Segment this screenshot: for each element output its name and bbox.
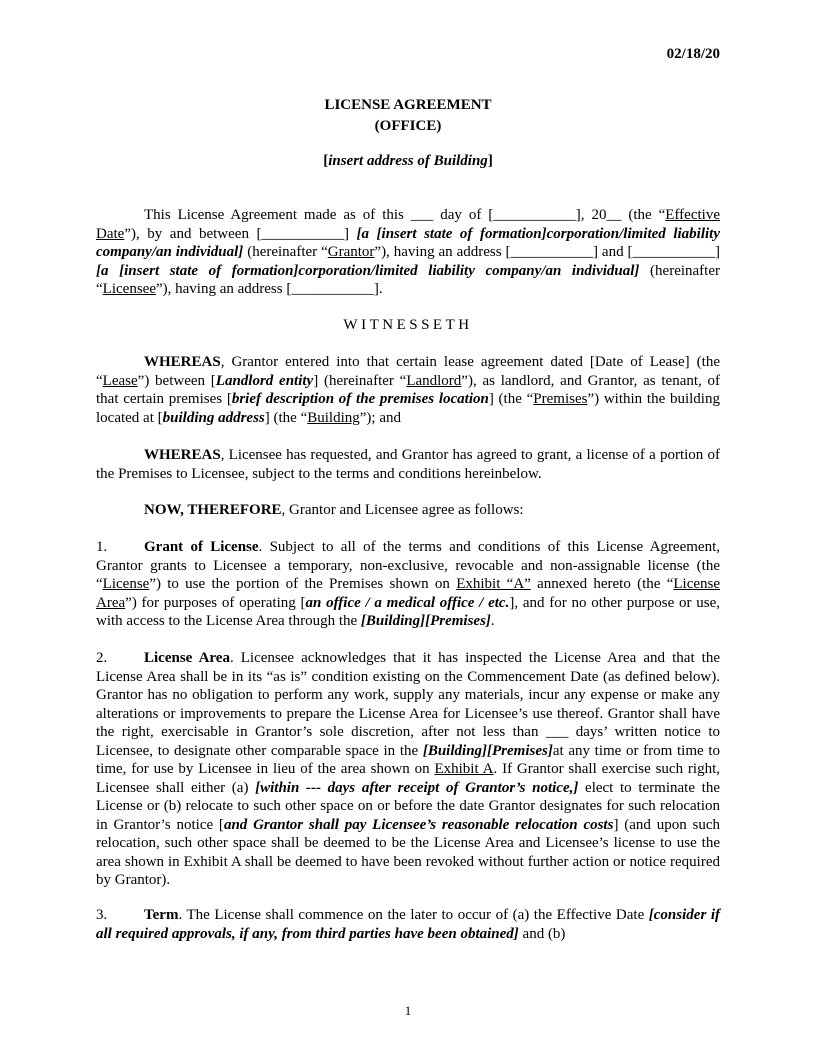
section-3-term: 3. Term. The License shall commence on the later to occur of (a) the Effective Date [consider if all required approvals, if any, from third parties have been obtained] and (b) xyxy=(96,907,720,942)
intro-paragraph: This License Agreement made as of this ___ day of [___________], 20__ (the “Effective Date”), by and between [___________] [a [insert state of formation]corporation/limited liability company/an individual] (hereinafter “Grantor”), having an address [___________] and [___________] [a [insert state of formation]corporation/limited liability company/an individual] (hereinafter “Licensee”), having an address [___________]. xyxy=(96,207,720,297)
now-therefore-paragraph: NOW, THEREFORE, Grantor and Licensee agree as follows: xyxy=(144,502,524,518)
witnesseth-heading: WITNESSETH xyxy=(343,317,473,333)
section-2-license-area: 2. License Area. Licensee acknowledges that it has inspected the License Area and that the License Area shall be in its “as is” condition existing on the Commencement Date (as defined below). Grantor has no obligation to perform any work, supply any materials, incur any expense or make any alterations or improvements to prepare the License Area for Licensee’s use thereof. Grantor shall have the right, exercisable in Grantor’s sole discretion, after not less than ___ days’ written notice to Licensee, to designate other comparable space in the [Building][Premises]at any time or from time to time, for use by Licensee in lieu of the area shown on Exhibit A. If Grantor shall exercise such right, Licensee shall either (a) [within --- days after receipt of Grantor’s notice,] elect to terminate the License or (b) relocate to such other space on or before the date Grantor designates for such relocation in Grantor’s notice [and Grantor shall pay Licensee’s reasonable relocation costs] (and upon such relocation, such other space shall be deemed to be the License Area and Licensee’s license to use the area shown in Exhibit A shall be deemed to have been revoked without further action or notice required by Grantor). xyxy=(96,650,721,888)
agreement-title: LICENSE AGREEMENT xyxy=(324,97,492,113)
section-1-grant-of-license: 1. Grant of License. Subject to all of the terms and conditions of this License Agreement, Grantor grants to Licensee a temporary, non-exclusive, revocable and non-assignable license (the “License”) to use the portion of the Premises shown on Exhibit “A” annexed hereto (the “License Area”) for purposes of operating [an office / a medical office / etc.], and for no other purpose or use, with access to the License Area through the [Building][Premises]. xyxy=(96,539,720,629)
whereas-paragraph-2: WHEREAS, Licensee has requested, and Grantor has agreed to grant, a license of a portion of the Premises to Licensee, subject to the terms and conditions hereinbelow. xyxy=(96,447,720,482)
building-address-placeholder: [insert address of Building] xyxy=(323,153,493,169)
whereas-paragraph-1: WHEREAS, Grantor entered into that certain lease agreement dated [Date of Lease] (the “Lease”) between [Landlord entity] (hereinafter “Landlord”), as landlord, and Grantor, as tenant, of that certain premises [brief description of the premises location] (the “Premises”) within the building located at [building address] (the “Building”); and xyxy=(96,354,721,426)
document-date: 02/18/20 xyxy=(666,46,720,62)
agreement-subtitle: (OFFICE) xyxy=(374,118,442,134)
page-number: 1 xyxy=(404,1003,412,1018)
